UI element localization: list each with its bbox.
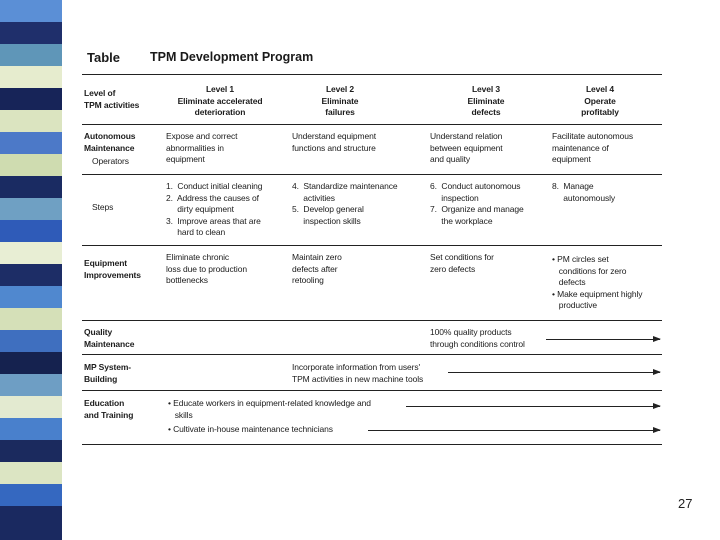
strip-square [0,462,62,484]
autonomous-label: Autonomous Maintenance [84,131,136,153]
level-1-header: Level 1 Eliminate accelerated deterioration [177,84,263,118]
education-item-1: • Educate workers in equipment-related knowledge and skills [168,398,371,420]
autonomous-sub-label: Operators [92,156,129,166]
row-header-label: Level of TPM activities [84,88,140,110]
row-rule [82,245,662,246]
row-rule [82,320,662,321]
equipment-level-1: Eliminate chronic loss due to production bottlenecks [166,252,247,286]
education-arrow-1 [406,406,660,407]
autonomous-level-2: Understand equipment functions and structure [292,131,377,153]
strip-square [0,242,62,264]
header-rule-top [82,74,662,75]
strip-square [0,66,62,88]
strip-square [0,330,62,352]
education-label: Education and Training [84,398,134,420]
table-bottom-rule [82,444,662,445]
education-item-2: • Cultivate in-house maintenance technicians [168,424,333,434]
strip-square [0,0,62,22]
level-4-header: Level 4 Operate profitably [581,84,619,118]
autonomous-level-3: Understand relation between equipment and quality [430,131,503,165]
table-title: TPM Development Program [150,50,314,64]
strip-square [0,220,62,242]
strip-square [0,308,62,330]
strip-square [0,374,62,396]
strip-square [0,440,62,462]
steps-level-4: 8. Manage autonomously [552,181,616,203]
strip-square [0,132,62,154]
strip-square [0,506,62,540]
autonomous-level-4: Facilitate autonomous maintenance of equipment [552,131,634,165]
quality-text: 100% quality products through conditions control [430,327,525,349]
steps-level-3: 6. Conduct autonomous inspection 7. Organize and manage the workplace [430,181,524,226]
mp-arrow [448,372,660,373]
level-2-header: Level 2 Eliminate failures [321,84,359,118]
header-rule-bottom [82,124,662,125]
mp-label: MP System- Building [84,362,132,384]
slide-page-number: 27 [678,496,693,511]
steps-level-1: 1. Conduct initial cleaning 2. Address the causes of dirty equipment 3. Improve areas that are hard to clean [166,181,263,238]
autonomous-level-1: Expose and correct abnormalities in equipment [166,131,238,165]
equipment-label: Equipment Improvements [84,258,141,280]
level-3-header: Level 3 Eliminate defects [467,84,505,118]
row-rule [82,354,662,355]
strip-square [0,198,62,220]
strip-square [0,88,62,110]
steps-level-2: 4. Standardize maintenance activities 5. Develop general inspection skills [292,181,398,226]
equipment-level-2: Maintain zero defects after retooling [292,252,342,286]
strip-square [0,352,62,374]
strip-square [0,286,62,308]
quality-label: Quality Maintenance [84,327,135,349]
table-label: Table [87,50,120,65]
strip-square [0,264,62,286]
scanned-table [78,42,668,462]
strip-square [0,110,62,132]
steps-label: Steps [92,202,114,212]
education-arrow-2 [368,430,660,431]
row-rule [82,390,662,391]
strip-square [0,418,62,440]
row-rule [82,174,662,175]
strip-square [0,154,62,176]
equipment-level-3: Set conditions for zero defects [430,252,494,274]
equipment-level-4: • PM circles set conditions for zero defects • Make equipment highly productive [552,254,643,311]
decorative-square-strip [0,0,62,540]
mp-text: Incorporate information from users' TPM activities in new machine tools [292,362,424,384]
strip-square [0,22,62,44]
strip-square [0,44,62,66]
strip-square [0,176,62,198]
strip-square [0,396,62,418]
strip-square [0,484,62,506]
quality-arrow [546,339,660,340]
